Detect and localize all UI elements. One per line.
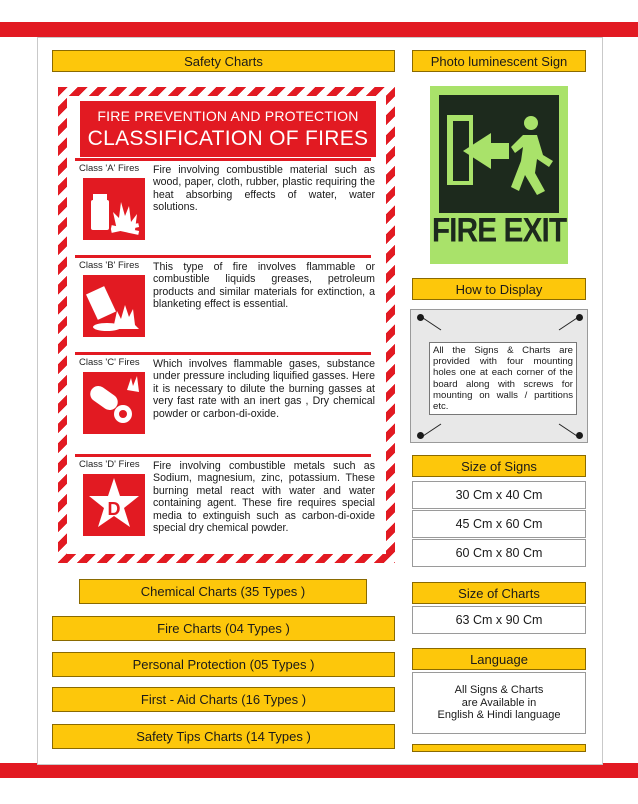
class-b-section [75,255,375,350]
sign-size-item [412,539,586,567]
chart-type-label: Personal Protection (05 Types ) [132,657,315,672]
class-d-label: Class 'D' Fires [79,459,140,470]
mounting-hole-icon [417,432,424,439]
chart-size-item [412,606,586,634]
chart-type-item [52,652,395,677]
sign-size-item [412,481,586,509]
class-c-label: Class 'C' Fires [79,357,140,368]
safety-charts-title: Safety Charts [184,53,263,69]
size-of-charts-title: Size of Charts [458,585,540,601]
how-to-display-header [412,278,586,300]
section-divider [75,454,371,457]
photo-sign-title: Photo luminescent Sign [430,53,568,69]
mounting-hole-icon [417,314,424,321]
sign-size-label: 45 Cm x 60 Cm [455,517,543,531]
top-red-band [0,22,638,37]
section-divider [75,158,371,161]
display-note: All the Signs & Charts are provided with four mounting holes one at each corner of the board along with screws for mounting on walls / partitions etc. [429,342,577,415]
chart-type-item [52,616,395,641]
poster-title-line1: FIRE PREVENTION AND PROTECTION [97,108,359,124]
class-c-section [75,352,375,452]
fire-classification-poster [58,87,395,563]
running-man-arrow-icon [439,95,559,213]
spilled-can-fire-icon [83,275,145,337]
sign-size-item [412,510,586,538]
class-b-label: Class 'B' Fires [79,260,140,271]
chart-type-label: Safety Tips Charts (14 Types ) [136,729,311,744]
chart-type-label: Fire Charts (04 Types ) [157,621,290,636]
fire-exit-text: FIRE EXIT [431,211,567,250]
chart-type-label: First - Aid Charts (16 Types ) [140,692,307,707]
poster-header [80,101,376,157]
size-of-signs-title: Size of Signs [461,458,537,474]
sign-size-label: 30 Cm x 40 Cm [455,488,543,502]
class-d-text: Fire involving combustible metals such as Sodium, magnesium, zinc, potassium. These burning metal react with water and water containing agent. These fire requires special media to extinguish such as carbon-di-oxide special dry chemical powder. [153,460,375,535]
gas-cylinder-fire-icon [83,372,145,434]
language-line2: are Available in [461,696,537,709]
class-d-section [75,454,375,554]
chart-type-item [52,687,395,712]
burning-wood-icon [83,178,145,240]
chart-type-label: Chemical Charts (35 Types ) [140,584,306,599]
metal-fire-star-icon [83,474,145,536]
language-title: Language [470,651,528,667]
language-box [412,672,586,734]
sign-dark-panel [439,95,559,213]
bottom-red-band [0,763,638,778]
safety-charts-header [52,50,395,72]
class-a-section [75,158,375,248]
size-of-signs-header [412,455,586,477]
section-divider [75,255,371,258]
mounting-hole-icon [576,432,583,439]
fire-exit-sign [430,86,568,264]
class-a-label: Class 'A' Fires [79,163,140,174]
sign-size-label: 60 Cm x 80 Cm [455,546,543,560]
photo-sign-header [412,50,586,72]
poster-title-line2: CLASSIFICATION OF FIRES [87,127,369,150]
how-to-display-title: How to Display [455,281,543,297]
language-footer-bar [412,744,586,752]
language-header [412,648,586,670]
poster-body [67,96,386,554]
class-a-text: Fire involving combustible material such as wood, paper, cloth, rubber, plastic requiring the heat absorbing effects of water, water solutions. [153,164,375,214]
language-line3: English & Hindi language [437,709,561,722]
size-of-charts-header [412,582,586,604]
class-b-text: This type of fire involves flammable or combustible liquids greases, petroleum products and similar materials for extinction, a blanketing effect is essential. [153,261,375,311]
mounting-hole-icon [576,314,583,321]
class-c-text: Which involves flammable gases, substance under pressure including liquified gasses. Here it is necessary to dilute the burning gasses at very fast rate with an inert gas , Dry chemical powder or carbon-di-oxide. [153,358,375,420]
chart-type-item [52,724,395,749]
language-line1: All Signs & Charts [454,684,544,697]
section-divider [75,352,371,355]
d-letter: D [107,499,121,519]
mounting-diagram [410,309,588,443]
chart-size-label: 63 Cm x 90 Cm [455,613,543,627]
chart-type-item [79,579,367,604]
